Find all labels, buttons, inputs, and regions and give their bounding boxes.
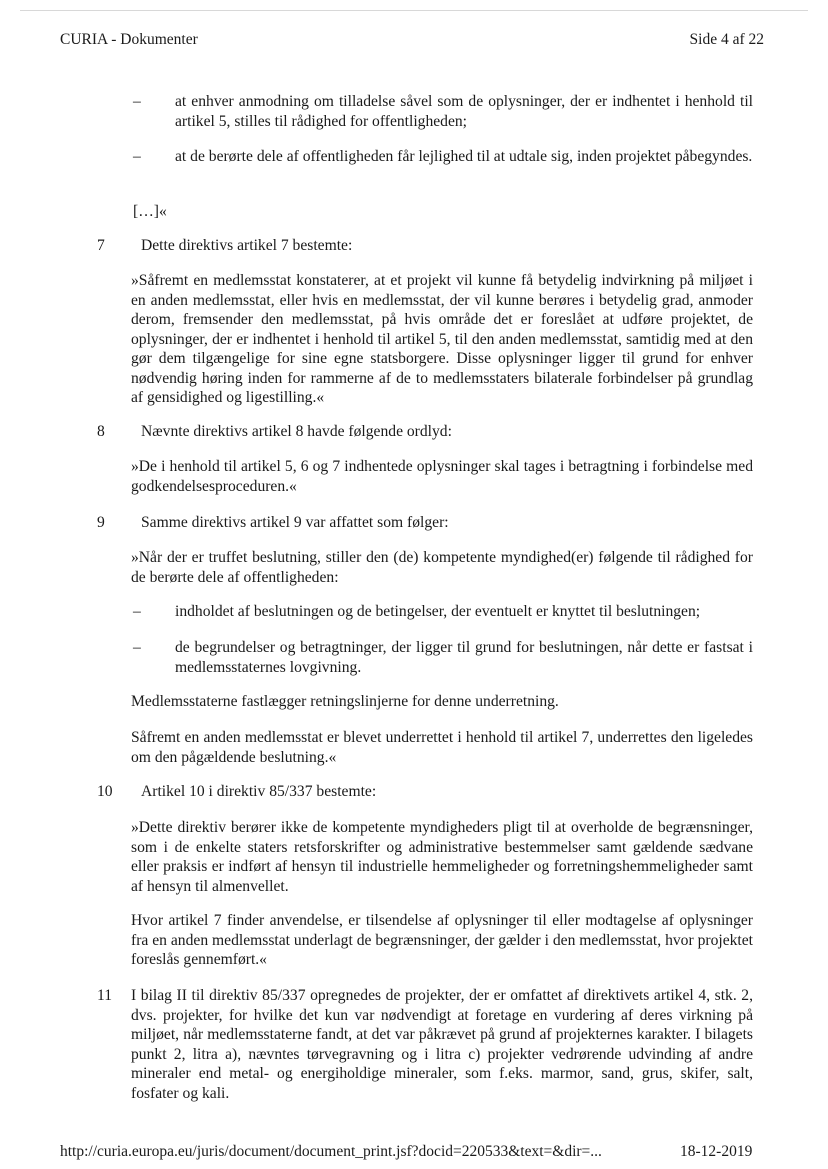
- body-text: I bilag II til direktiv 85/337 opregnedes de projekter, der er omfattet af direktivets artikel 4, stk. 2, dvs. projekter, for hvilke det kun var nødvendigt at foretage en vurdering af deres virkning på miljøet, når medlemsstaterne fandt, at det var påkrævet på grund af projekternes karakter. I bilagets punkt 2, litra a), nævntes tørvegravning og i litra c) projekter vedrørende udvinding af andre mineraler end metal- og energiholdige mineraler, som f.eks. marmor, sand, grus, skifer, salt, fosfater og kali.: [131, 987, 753, 1102]
- paragraph-number: 7: [97, 237, 105, 254]
- top-divider: [20, 10, 808, 11]
- paragraph-lead: Artikel 10 i direktiv 85/337 bestemte:: [141, 783, 377, 800]
- quoted-text: »Dette direktiv berører ikke de kompetente myndigheders pligt til at overholde de begrænsninger, som i de enkelte staters retsforskrifter og administrative bestemmelser samt gældende sædvane eller praksis er indført af hensyn til industrielle hemmeligheder og forretningshemmeligheder samt af hensyn til almenvellet.: [131, 819, 753, 895]
- footer-url: http://curia.europa.eu/juris/document/document_print.jsf?docid=220533&text=&dir=...: [60, 1143, 602, 1160]
- quoted-text: Hvor artikel 7 finder anvendelse, er tilsendelse af oplysninger til eller modtagelse af oplysninger fra en anden medlemsstat underlagt de begrænsninger, der gælder i den medlemsstat, hvor projektet foreslås gennemført.«: [131, 912, 753, 968]
- quoted-text: »De i henhold til artikel 5, 6 og 7 indhentede oplysninger skal tages i betragtning i forbindelse med godkendelsesproceduren.«: [131, 458, 753, 495]
- list-item-text: at enhver anmodning om tilladelse såvel som de oplysninger, der er indhentet i henhold til artikel 5, stilles til rådighed for offentligheden;: [175, 93, 753, 130]
- list-dash: –: [133, 639, 141, 656]
- paragraph-number: 8: [97, 423, 105, 440]
- quoted-text: »Når der er truffet beslutning, stiller den (de) kompetente myndighed(er) følgende til rådighed for de berørte dele af offentligheden:: [131, 549, 753, 586]
- header-site-title: CURIA - Dokumenter: [60, 31, 198, 48]
- list-dash: –: [133, 148, 141, 165]
- paragraph-lead: Samme direktivs artikel 9 var affattet som følger:: [141, 514, 449, 531]
- header-page-number: Side 4 af 22: [689, 31, 764, 48]
- list-item-text: at de berørte dele af offentligheden får lejlighed til at udtale sig, inden projektet påbegyndes.: [175, 148, 753, 165]
- paragraph-number: 9: [97, 514, 105, 531]
- list-item-text: de begrundelser og betragtninger, der ligger til grund for beslutningen, når dette er fastsat i medlemsstaternes lovgivning.: [175, 639, 753, 676]
- paragraph-number: 11: [97, 987, 113, 1004]
- body-text: Medlemsstaterne fastlægger retningslinjerne for denne underretning.: [131, 693, 559, 710]
- list-item-text: indholdet af beslutningen og de betingelser, der eventuelt er knyttet til beslutningen;: [175, 603, 701, 620]
- quote-ellipsis: […]«: [133, 203, 167, 220]
- quoted-text: »Såfremt en medlemsstat konstaterer, at et projekt vil kunne få betydelig indvirkning på miljøet i en anden medlemsstat, eller hvis en medlemsstat, der vil kunne berøres i betydelig grad, anmoder derom, fremsender den medlemsstat, på hvis område det er foreslået at udføre projektet, de oplysninger, der er indhentet i henhold til artikel 5, til den anden medlemsstat, samtidig med at den gør dem tilgængelige for sine egne statsborgere. Disse oplysninger ligger til grund for enhver nødvendig høring inden for rammerne af de to medlemsstaters bilaterale forbindelser på grundlag af gensidighed og ligestilling.«: [131, 272, 753, 406]
- paragraph-lead: Dette direktivs artikel 7 bestemte:: [141, 237, 353, 254]
- body-text: Såfremt en anden medlemsstat er blevet underrettet i henhold til artikel 7, underrettes den ligeledes om den pågældende beslutning.«: [131, 729, 753, 766]
- list-dash: –: [133, 603, 141, 620]
- footer-date: 18-12-2019: [680, 1143, 753, 1160]
- list-dash: –: [133, 93, 141, 110]
- paragraph-number: 10: [97, 783, 113, 800]
- paragraph-lead: Nævnte direktivs artikel 8 havde følgende ordlyd:: [141, 423, 452, 440]
